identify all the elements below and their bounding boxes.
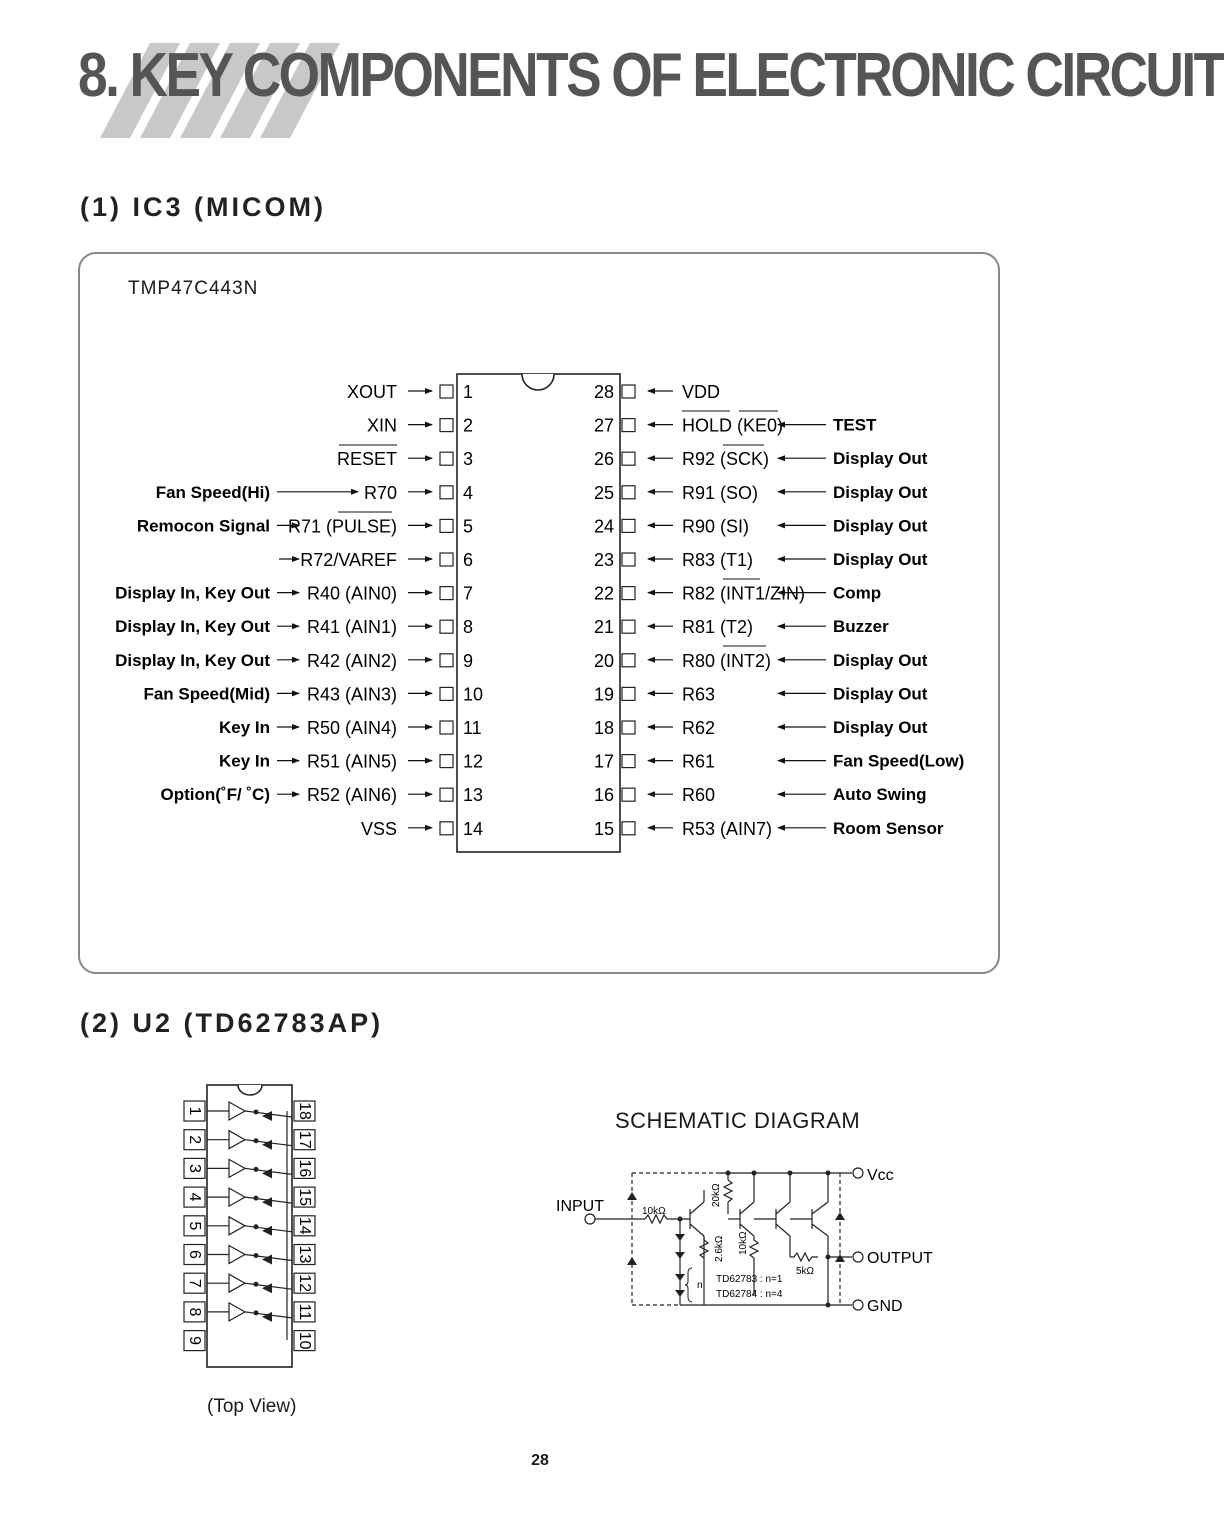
pin-number: 12 — [463, 751, 484, 772]
pin-number: 1 — [463, 382, 474, 402]
input-terminal — [585, 1214, 595, 1224]
page-number: 28 — [531, 1452, 549, 1469]
input-label: INPUT — [556, 1198, 604, 1215]
pin-name: R51 (AIN5) — [306, 751, 397, 772]
pin-number: 12 — [295, 1274, 313, 1293]
pin-function: Display Out — [833, 482, 928, 502]
pin-number: 24 — [593, 516, 614, 537]
pin-number: 16 — [295, 1159, 313, 1178]
pin-function: Fan Speed(Hi) — [155, 482, 270, 502]
pin-name: HOLD (KE0) — [682, 415, 784, 436]
pin-name: R82 (INT1/ZIN) — [682, 583, 806, 604]
pin-number: 6 — [463, 550, 474, 570]
pin-number: 28 — [593, 382, 614, 402]
pin-function: Display In, Key Out — [115, 650, 270, 670]
section-heading-ic3: (1) IC3 (MICOM) — [80, 192, 326, 222]
pin-number: 7 — [463, 583, 474, 604]
pin-name: R53 (AIN7) — [682, 818, 773, 839]
pin-number: 11 — [463, 718, 482, 738]
resistor-5k — [790, 1253, 818, 1261]
output-clamp-diode-2-icon — [835, 1254, 845, 1262]
pin-number: 10 — [295, 1331, 313, 1350]
pin-number: 5 — [185, 1221, 203, 1231]
pin-number: 1 — [185, 1106, 203, 1116]
pin-name: R71 (PULSE) — [287, 516, 397, 537]
pin-function: Room Sensor — [833, 818, 944, 838]
resistor-10k-2-label: 10kΩ — [738, 1231, 749, 1255]
pin-number: 15 — [593, 818, 614, 839]
pin-function: Display Out — [833, 550, 928, 569]
pin-function: Display Out — [833, 449, 928, 469]
pin-name: R61 — [682, 751, 716, 772]
pin-name: R42 (AIN2) — [306, 650, 397, 671]
schematic-dashed-boundary — [632, 1173, 720, 1305]
output-clamp-diode-icon — [835, 1212, 845, 1220]
pin-function: Fan Speed(Mid) — [143, 684, 270, 704]
resistor-2-6k-label: 2.6kΩ — [714, 1235, 725, 1262]
pin-number: 8 — [185, 1307, 203, 1317]
pin-number: 9 — [463, 650, 474, 671]
pin-function: Display Out — [833, 650, 928, 670]
diode-3-icon — [675, 1274, 685, 1281]
pin-number: 26 — [593, 449, 614, 470]
output-label: OUTPUT — [867, 1250, 933, 1267]
page-title: 8. KEY COMPONENTS OF ELECTRONIC CIRCUIT — [78, 41, 1224, 110]
pin-number: 15 — [295, 1188, 313, 1206]
pin-number: 13 — [295, 1245, 313, 1264]
note-td62784: TD62784 : n=4 — [716, 1289, 783, 1300]
resistor-5k-label: 5kΩ — [796, 1266, 815, 1277]
pin-number: 16 — [593, 785, 614, 806]
section-heading-u2: (2) U2 (TD62783AP) — [80, 1008, 384, 1038]
pin-name: R62 — [682, 718, 716, 738]
pin-name: R91 (SO) — [682, 482, 759, 503]
pin-function: Display In, Key Out — [115, 583, 270, 603]
pin-function: Option(˚F/ ˚C) — [160, 785, 270, 805]
input-clamp-diode-icon — [627, 1192, 637, 1200]
pin-name: XOUT — [346, 382, 397, 402]
pin-name: R50 (AIN4) — [306, 718, 397, 738]
pin-number: 2 — [185, 1135, 203, 1145]
pin-name: R41 (AIN1) — [306, 617, 397, 638]
diode-4-icon — [675, 1290, 685, 1297]
ic3-part-number: TMP47C443N — [128, 278, 259, 299]
diode-2-icon — [675, 1252, 685, 1259]
pin-number: 19 — [593, 684, 614, 705]
schematic-title: SCHEMATIC DIAGRAM — [615, 1108, 861, 1133]
pin-number: 18 — [593, 718, 614, 738]
pin-number: 23 — [593, 550, 614, 570]
pin-number: 6 — [185, 1250, 203, 1259]
pin-name: R83 (T1) — [682, 550, 754, 570]
vcc-label: Vcc — [867, 1167, 894, 1184]
pin-number: 14 — [463, 818, 484, 839]
resistor-20k — [724, 1180, 732, 1202]
pin-function: Key In — [218, 751, 270, 771]
pin-number: 10 — [463, 684, 484, 705]
pin-name: R60 — [682, 785, 716, 806]
vcc-terminal — [853, 1168, 863, 1178]
pin-number: 4 — [185, 1192, 203, 1202]
input-clamp-diode-2-icon — [627, 1257, 637, 1265]
pin-number: 20 — [593, 650, 614, 671]
pin-name: R72/VAREF — [300, 550, 397, 570]
pin-number: 3 — [463, 449, 474, 470]
pin-name: R80 (INT2) — [682, 650, 772, 671]
pin-name: R63 — [682, 684, 716, 705]
resistor-10k-label: 10kΩ — [642, 1206, 666, 1217]
pin-name: RESET — [336, 449, 397, 470]
diode-count-label: n — [697, 1280, 703, 1291]
pin-function: Display Out — [833, 684, 928, 704]
pin-name: R43 (AIN3) — [306, 684, 397, 705]
pin-name: R81 (T2) — [682, 617, 754, 638]
diode-count-brace — [685, 1268, 692, 1302]
pin-number: 25 — [593, 482, 614, 503]
pin-function: Display In, Key Out — [115, 617, 270, 637]
pin-function: Buzzer — [833, 617, 889, 637]
pin-number: 17 — [295, 1130, 313, 1149]
pin-function: TEST — [833, 415, 877, 435]
pin-number: 27 — [593, 415, 614, 436]
pin-number: 4 — [463, 482, 474, 503]
top-view-label: (Top View) — [207, 1396, 297, 1417]
pin-name: R40 (AIN0) — [306, 583, 397, 604]
pin-number: 17 — [593, 751, 614, 772]
pin-function: Auto Swing — [833, 785, 927, 805]
pin-number: 13 — [463, 785, 484, 806]
pin-name: XIN — [366, 415, 397, 436]
pin-number: 22 — [593, 583, 614, 604]
pin-function: Display Out — [833, 718, 928, 737]
pin-number: 21 — [593, 617, 614, 638]
note-td62783: TD62783 : n=1 — [716, 1274, 783, 1285]
pin-number: 8 — [463, 617, 474, 638]
gnd-terminal — [853, 1300, 863, 1310]
pin-number: 3 — [185, 1163, 203, 1173]
pin-number: 7 — [185, 1278, 203, 1288]
pin-function: Comp — [833, 583, 882, 603]
pin-number: 11 — [295, 1303, 313, 1321]
pin-name: R90 (SI) — [682, 516, 750, 537]
diode-1-icon — [675, 1234, 685, 1241]
pin-name: R52 (AIN6) — [306, 785, 397, 806]
pin-function: Fan Speed(Low) — [833, 751, 965, 771]
pin-name: R70 — [363, 482, 397, 503]
resistor-10k-2 — [750, 1236, 758, 1295]
pin-name: VDD — [682, 382, 721, 402]
pin-number: 9 — [185, 1336, 203, 1346]
gnd-label: GND — [867, 1298, 903, 1315]
pin-name: R92 (SCK) — [682, 449, 770, 470]
pin-number: 5 — [463, 516, 474, 537]
output-terminal — [853, 1252, 863, 1262]
pin-number: 2 — [463, 415, 474, 436]
resistor-20k-label: 20kΩ — [711, 1183, 722, 1207]
pin-number: 14 — [295, 1216, 313, 1235]
pin-name: VSS — [360, 818, 397, 839]
pin-function: Display Out — [833, 516, 928, 536]
pin-number: 18 — [295, 1102, 313, 1120]
pin-function: Remocon Signal — [136, 516, 270, 536]
pin-function: Key In — [218, 718, 270, 737]
